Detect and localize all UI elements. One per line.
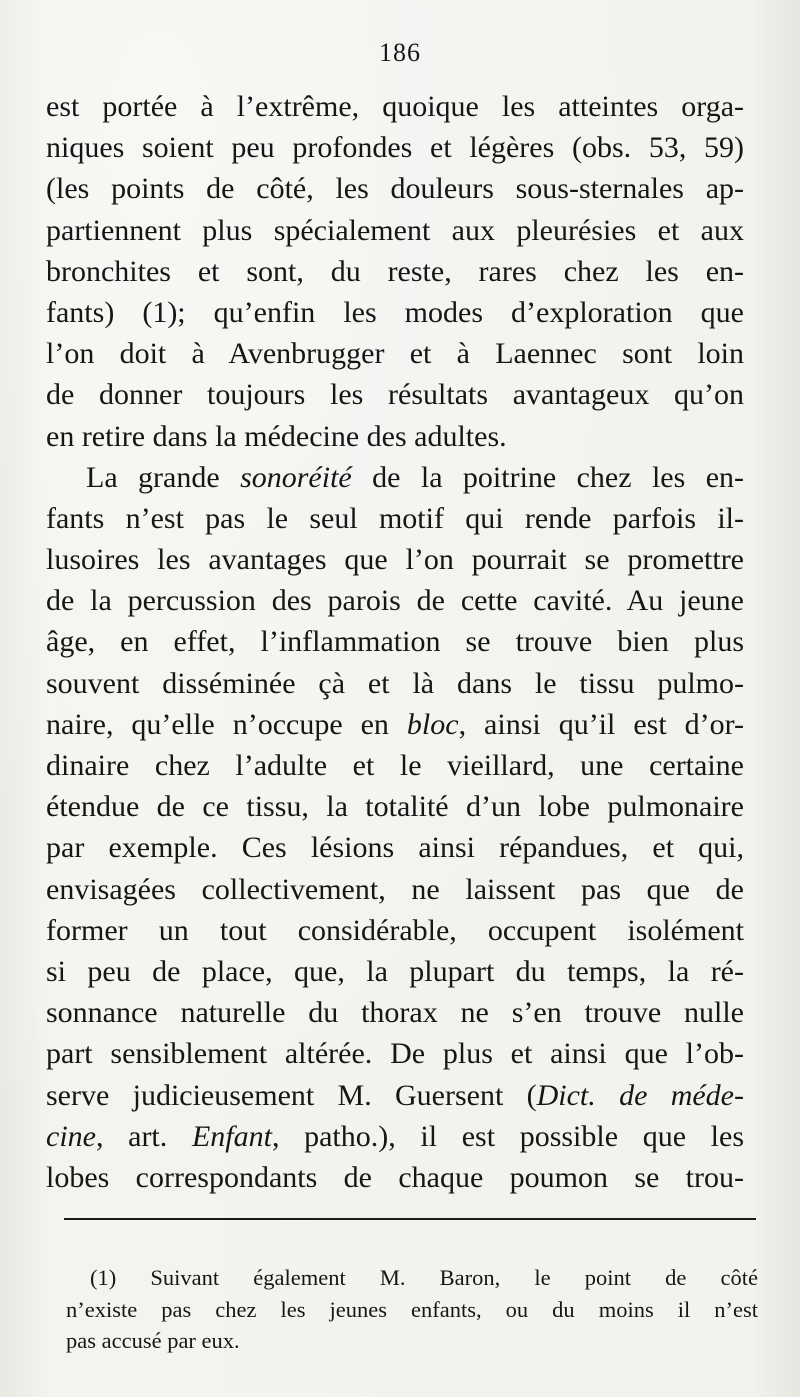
text-line: partiennent plus spécialement aux pleurésies et aux: [46, 213, 744, 247]
italic-citation: Dict. de méde-: [536, 1078, 744, 1112]
text-line: part sensiblement altérée. De plus et ainsi que l’ob-: [46, 1037, 744, 1071]
text-run: serve judicieusement M. Guersent (: [46, 1078, 537, 1112]
footnote-line: pas accusé par eux.: [66, 1328, 240, 1353]
main-text: [46, 86, 744, 1198]
text-line: [46, 1116, 744, 1157]
italic-term: sonoréité: [240, 460, 352, 494]
text-line: en retire dans la médecine des adultes.: [46, 419, 507, 453]
text-line: fants) (1); qu’enfin les modes d’exploration que: [46, 295, 744, 329]
text-line: lusoires les avantages que l’on pourrait se promettre: [46, 543, 744, 577]
text-line: [46, 704, 744, 745]
text-run: La grande: [86, 460, 241, 494]
text-line: niques soient peu profondes et légères (obs. 53, 59): [46, 131, 744, 165]
text-line: est portée à l’extrême, quoique les atteintes orga-: [46, 90, 744, 123]
footnote: [66, 1262, 758, 1357]
text-run: , art.: [95, 1119, 192, 1153]
text-line: [46, 1075, 744, 1116]
text-line: de la percussion des parois de cette cavité. Au jeune: [46, 584, 744, 618]
text-line: âge, en effet, l’inflammation se trouve bien plus: [46, 625, 744, 659]
text-line: l’on doit à Avenbrugger et à Laennec sont loin: [46, 337, 744, 371]
page-number: 186: [379, 38, 421, 67]
text-line: (les points de côté, les douleurs sous-sternales ap-: [46, 172, 744, 206]
text-run: , patho.), il est possible que les: [271, 1119, 744, 1153]
italic-term: bloc: [406, 707, 459, 741]
text-run: , ainsi qu’il est d’or-: [458, 707, 744, 741]
text-line: fants n’est pas le seul motif qui rende parfois il-: [46, 501, 744, 535]
text-run: naire, qu’elle n’occupe en: [46, 707, 407, 741]
text-line: par exemple. Ces lésions ainsi répandues, et qui,: [46, 831, 744, 865]
italic-citation: Enfant: [191, 1119, 272, 1153]
text-line: [46, 457, 744, 498]
text-line: bronchites et sont, du reste, rares chez les en-: [46, 254, 744, 288]
text-line: envisagées collectivement, ne laissent pas que de: [46, 872, 744, 906]
italic-citation: cine: [46, 1119, 96, 1153]
text-line: si peu de place, que, la plupart du temps, la ré-: [46, 954, 744, 988]
footnote-divider: [64, 1218, 756, 1220]
text-line: souvent disséminée çà et là dans le tissu pulmo-: [46, 666, 744, 700]
text-line: étendue de ce tissu, la totalité d’un lobe pulmonaire: [46, 790, 744, 824]
text-line: former un tout considérable, occupent isolément: [46, 913, 744, 947]
text-line: de donner toujours les résultats avantageux qu’on: [46, 378, 744, 412]
text-line: lobes correspondants de chaque poumon se trou-: [46, 1160, 744, 1194]
text-line: sonnance naturelle du thorax ne s’en trouve nulle: [46, 996, 744, 1030]
footnote-line: n’existe pas chez les jeunes enfants, ou du moins il n’est: [66, 1296, 758, 1322]
text-line: dinaire chez l’adulte et le vieillard, une certaine: [46, 749, 744, 782]
text-run: de la poitrine chez les en-: [351, 460, 744, 494]
footnote-line: (1) Suivant également M. Baron, le point de côté: [90, 1265, 758, 1290]
